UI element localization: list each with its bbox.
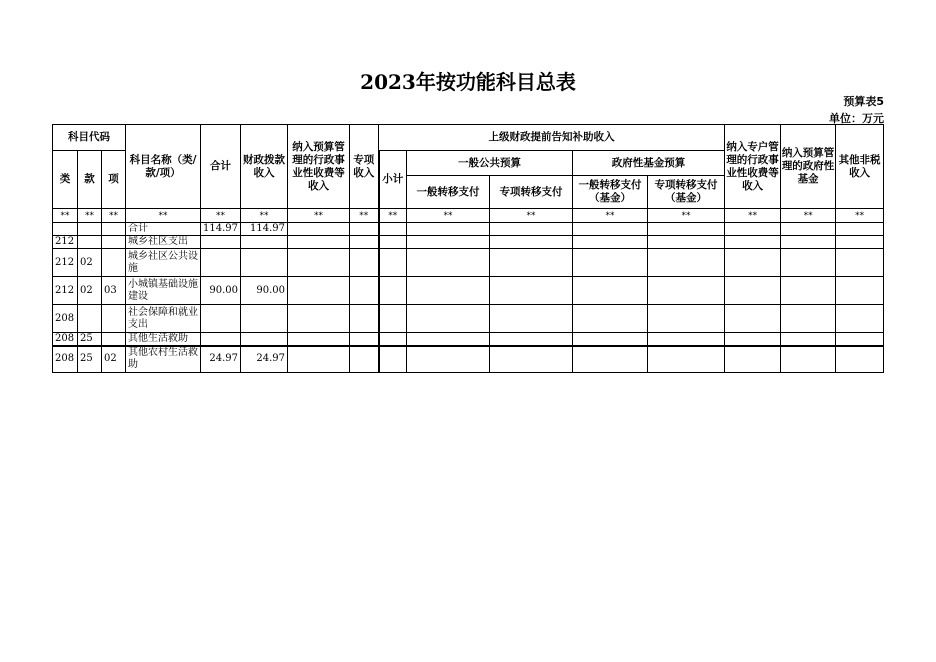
table-row xyxy=(53,346,884,372)
cell-fiscal xyxy=(241,236,288,249)
cell-total: 24.97 xyxy=(201,346,241,372)
header-xiang: 项 xyxy=(102,151,126,209)
cell-fiscal xyxy=(241,249,288,277)
table-row xyxy=(53,277,884,305)
header-fiscal: 财政拨款收入 xyxy=(241,125,288,209)
cell-name: 城乡社区支出 xyxy=(126,236,201,249)
header-special-transfer-fund: 专项转移支付（基金） xyxy=(648,176,725,209)
cell-xiang xyxy=(102,236,126,249)
cell-total xyxy=(201,305,241,333)
header-special-transfer: 专项转移支付 xyxy=(490,176,573,209)
cell-kuan xyxy=(78,305,102,333)
header-general-transfer-fund: 一般转移支付（基金） xyxy=(573,176,648,209)
cell-total xyxy=(201,333,241,347)
header-gov-fund: 纳入预算管理的政府性基金 xyxy=(781,125,836,209)
cell-xiang xyxy=(102,305,126,333)
header-name: 科目名称（类/款/项） xyxy=(126,125,201,209)
header-other-nontax: 其他非税收入 xyxy=(836,125,884,209)
star-cell: ** xyxy=(102,209,126,223)
table-row xyxy=(53,236,884,249)
header-upper: 上级财政提前告知补助收入 xyxy=(379,125,725,151)
cell-xiang xyxy=(102,333,126,347)
header-admin-fee: 纳入预算管理的行政事业性收费等收入 xyxy=(288,125,350,209)
cell-fiscal xyxy=(241,333,288,347)
cell-kuan: 25 xyxy=(78,346,102,372)
star-cell: ** xyxy=(350,209,379,223)
cell-name: 城乡社区公共设施 xyxy=(126,249,201,277)
cell-kuan: 02 xyxy=(78,277,102,305)
header-subtotal: 小计 xyxy=(379,151,407,209)
cell-kuan xyxy=(78,223,102,236)
star-cell: ** xyxy=(241,209,288,223)
cell-fiscal: 114.97 xyxy=(241,223,288,236)
star-cell: ** xyxy=(126,209,201,223)
cell-lei: 212 xyxy=(53,236,78,249)
star-cell: ** xyxy=(201,209,241,223)
header-general-budget: 一般公共预算 xyxy=(407,151,573,176)
header-lei: 类 xyxy=(53,151,78,209)
star-cell: ** xyxy=(573,209,648,223)
cell-fiscal: 90.00 xyxy=(241,277,288,305)
header-gov-fund-budget: 政府性基金预算 xyxy=(573,151,725,176)
cell-kuan: 25 xyxy=(78,333,102,347)
header-kuan: 款 xyxy=(78,151,102,209)
cell-lei: 212 xyxy=(53,249,78,277)
table-row xyxy=(53,305,884,333)
cell-xiang xyxy=(102,223,126,236)
cell-xiang xyxy=(102,249,126,277)
cell-kuan xyxy=(78,236,102,249)
cell-lei: 208 xyxy=(53,346,78,372)
page-title: 2023年按功能科目总表 xyxy=(360,70,576,94)
cell-lei: 208 xyxy=(53,333,78,347)
cell-fiscal xyxy=(241,305,288,333)
cell-lei: 212 xyxy=(53,277,78,305)
cell-total xyxy=(201,236,241,249)
star-cell: ** xyxy=(781,209,836,223)
star-cell: ** xyxy=(407,209,490,223)
cell-name: 其他生活救助 xyxy=(126,333,201,347)
header-general-transfer: 一般转移支付 xyxy=(407,176,490,209)
table-row xyxy=(53,223,884,236)
star-cell: ** xyxy=(288,209,350,223)
cell-name: 其他农村生活救助 xyxy=(126,346,201,372)
star-cell: ** xyxy=(78,209,102,223)
cell-fiscal: 24.97 xyxy=(241,346,288,372)
cell-total: 114.97 xyxy=(201,223,241,236)
cell-total: 90.00 xyxy=(201,277,241,305)
star-cell: ** xyxy=(490,209,573,223)
form-number: 预算表5 xyxy=(843,95,884,108)
cell-lei: 208 xyxy=(53,305,78,333)
cell-name: 小城镇基础设施建设 xyxy=(126,277,201,305)
star-cell: ** xyxy=(836,209,884,223)
cell-xiang: 02 xyxy=(102,346,126,372)
star-cell: ** xyxy=(725,209,781,223)
table-row xyxy=(53,249,884,277)
table-row xyxy=(53,333,884,347)
cell-kuan: 02 xyxy=(78,249,102,277)
cell-total xyxy=(201,249,241,277)
cell-name: 合计 xyxy=(126,223,201,236)
star-cell: ** xyxy=(379,209,407,223)
star-cell: ** xyxy=(53,209,78,223)
star-cell: ** xyxy=(648,209,725,223)
star-row xyxy=(53,209,884,223)
unit-label: 单位：万元 xyxy=(829,112,884,125)
cell-xiang: 03 xyxy=(102,277,126,305)
cell-lei xyxy=(53,223,78,236)
header-special-acct-fee: 纳入专户管理的行政事业性收费等收入 xyxy=(725,125,781,209)
cell-name: 社会保障和就业支出 xyxy=(126,305,201,333)
header-special: 专项收入 xyxy=(350,125,379,209)
header-total: 合计 xyxy=(201,125,241,209)
budget-table xyxy=(52,124,884,373)
header-code-group: 科目代码 xyxy=(53,125,126,151)
